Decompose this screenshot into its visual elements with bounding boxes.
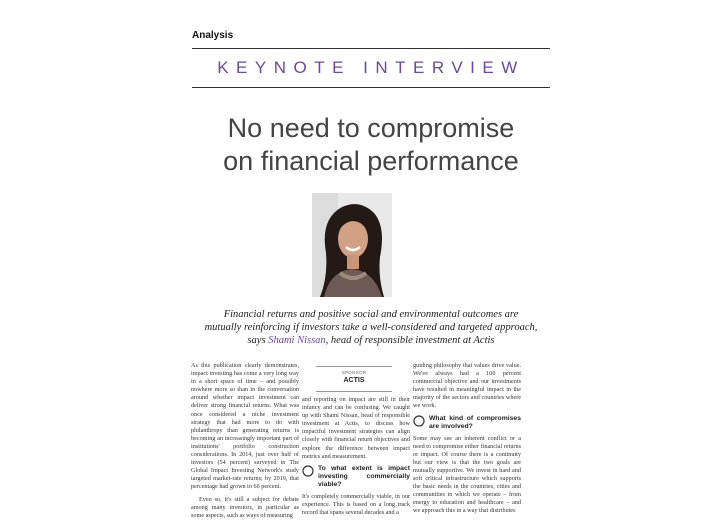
question-circle-icon xyxy=(413,415,425,427)
body-paragraph: It's completely commercially viable, in our experience. This is based on a long track record that spans several decades and a xyxy=(302,492,410,516)
question-text: What kind of compromises are involved? xyxy=(429,414,521,430)
top-rule xyxy=(192,48,550,49)
body-column-3 xyxy=(413,362,521,522)
standfirst-says: says xyxy=(247,335,266,346)
question-heading xyxy=(413,415,521,431)
sponsor-name: ACTIS xyxy=(343,377,365,384)
sponsor-label: SPONSOR xyxy=(341,370,367,375)
interviewee-name: Shami Nissan xyxy=(268,335,326,346)
standfirst-line-1: Financial returns and positive social and environmental outcomes are xyxy=(223,309,519,320)
standfirst xyxy=(192,308,550,347)
standfirst-line-3 xyxy=(192,334,550,347)
headline-line-1: No need to compromise xyxy=(227,113,515,143)
interviewee-role: , head of responsible investment at Actis xyxy=(325,335,495,346)
body-paragraph: As this publication clearly demonstrates, impact investing has come a very long way in a short space of time – and possibly nowhere more so than in the conversation around whether impact investment can deliver strong financial returns. What was once considered a niche investment strategy that had more to do with philanthropy than generating returns is becoming an increasingly important part of institutions' portfolio construction considerations. In 2014, just over half of investors (54 percent) surveyed in The Global Impact Investing Network's study targeted market-rate returns; by 2019, that percentage had grown to 66 percent. xyxy=(191,362,299,491)
section-label: Analysis xyxy=(192,30,234,41)
body-paragraph: and reporting on impact are still in their infancy and can be confusing. We caught up with Shami Nissan, head of responsible investment at Actis, to discuss how impactful investment strategies can align closely with financial return objectives and explore the difference between impact metrics and measurement. xyxy=(302,396,410,460)
keynote-label: KEYNOTE INTERVIEW xyxy=(217,58,525,77)
headline-line-2: on financial performance xyxy=(223,146,519,176)
headline xyxy=(190,112,552,178)
body-paragraph: Some may see an inherent conflict or a need to compromise either financial returns or impact. Of course there is a continuity but our view is that the two goals are mutually supportive. We invest in hard and soft critical infrastructure which supports the basic needs in the countries, cities and communities in which we operate – from energy to education and healthcare – and we approach this in a way that distributes xyxy=(413,434,521,515)
standfirst-line-2: mutually reinforcing if investors take a well-considered and targeted approach, xyxy=(204,322,538,333)
question-text: To what extent is impact investing commercially viable? xyxy=(318,464,410,488)
portrait-illustration xyxy=(312,193,392,297)
body-column-2 xyxy=(302,396,410,522)
keynote-rule xyxy=(192,87,550,88)
body-paragraph: guiding philosophy that values drive value. We've always had a 100 percent commercial objective and our investments have resulted in meaningful impact in the majority of the sectors and countries where we work. xyxy=(413,362,521,410)
sponsor-box xyxy=(316,366,392,392)
question-heading xyxy=(302,465,410,489)
body-paragraph: Even so, it's still a subject for debate among many investors, in particular as some aspects, such as ways of measuring xyxy=(191,495,299,519)
body-column-1 xyxy=(191,362,299,522)
portrait-photo xyxy=(312,193,392,297)
question-circle-icon xyxy=(302,465,314,477)
